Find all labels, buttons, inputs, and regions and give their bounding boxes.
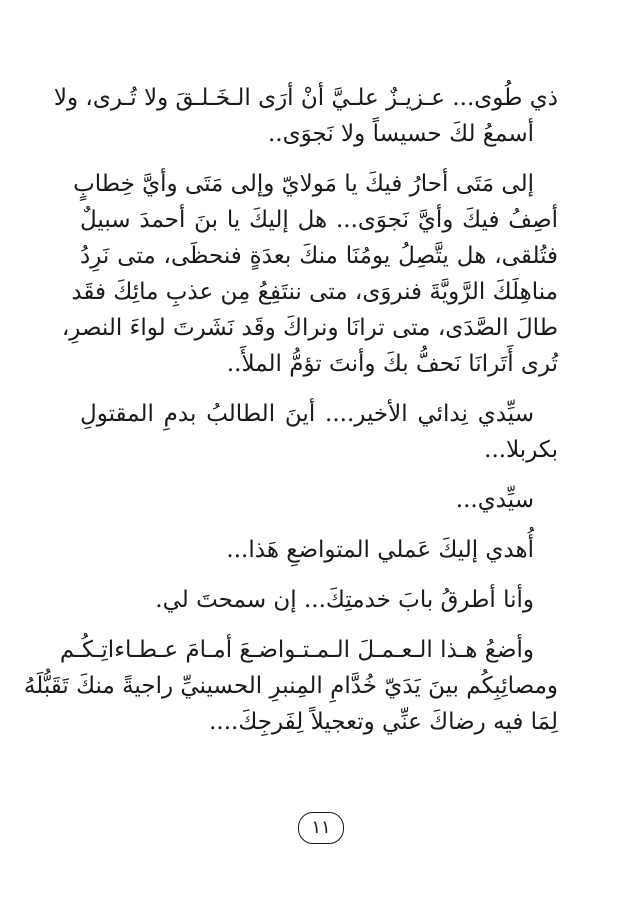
text-line: وأضعُ هـذا الـعـمـلَ الـمـتـواضـعَ أمـامَ عـطـاءاتِـكُـم bbox=[59, 637, 534, 663]
paragraph-2 bbox=[61, 166, 558, 382]
text-line: سيِّدي نِدائي الأخير.... أينَ الطالبُ بدمِ المقتولِ bbox=[80, 401, 534, 427]
text-line: وأنا أطرقُ بابَ خدمتِكَ... إن سمحتَ لي. bbox=[155, 587, 534, 613]
text-line: ومصائِبِكُم بينَ يَدَيّ خُدَّامِ المِنبرِ الحسينيِّ راجيةً منكَ تَقَبُّلَهُ bbox=[23, 673, 558, 699]
paragraph-4 bbox=[80, 482, 558, 518]
page-number: ١١ bbox=[298, 812, 344, 844]
text-line: فتُلقى، هل يتَّصِلُ يومُنَا منكَ بعدَةٍ فنحظَى، متى نَرِدُ bbox=[80, 243, 558, 269]
document-body bbox=[23, 80, 558, 754]
paragraph-5 bbox=[80, 532, 558, 568]
text-line: إلى مَتَى أحارُ فيكَ يا مَولايّ وإلى مَتَى وأيَّ خِطابٍ bbox=[73, 171, 534, 197]
paragraph-1 bbox=[53, 80, 558, 152]
text-line: أُهدي إليكَ عَملي المتواضعِ هَذا... bbox=[226, 537, 534, 563]
text-line: أصِفُ فيكَ وأيَّ نَجوَى... هل إليكَ يا بنَ أحمدَ سبيلٌ bbox=[80, 207, 558, 233]
text-line: بكربلا... bbox=[484, 437, 558, 463]
text-line: تُرى أَتَرانَا نَحفُّ بكَ وأنتَ تؤمُّ الملأَ.. bbox=[226, 351, 558, 377]
text-line: سيِّدي... bbox=[455, 487, 534, 513]
text-line: ذي طُوى... عـزيـزٌ علـيَّ أنْ أرَى الـخَـلـقَ ولا تُـرى، ولا bbox=[53, 85, 558, 111]
text-line: مناهِلَكَ الرَّويَّةَ فنروَى، متى ننتَفِعُ مِن عذبِ مائِكَ فقَد bbox=[71, 279, 558, 305]
text-line: لِمَا فيه رضاكَ عنِّي وتعجيلاً لِفَرجِكَ.... bbox=[209, 709, 558, 735]
text-line: طالَ الصَّدَى، متى ترانَا ونراكَ وقَد نَشَرتَ لواءَ النصرِ، bbox=[61, 315, 558, 341]
paragraph-7 bbox=[23, 632, 558, 740]
text-line: أسمعُ لكَ حسيساً ولا نَجوَى.. bbox=[267, 121, 534, 147]
paragraph-3 bbox=[80, 396, 558, 468]
paragraph-6 bbox=[80, 582, 558, 618]
